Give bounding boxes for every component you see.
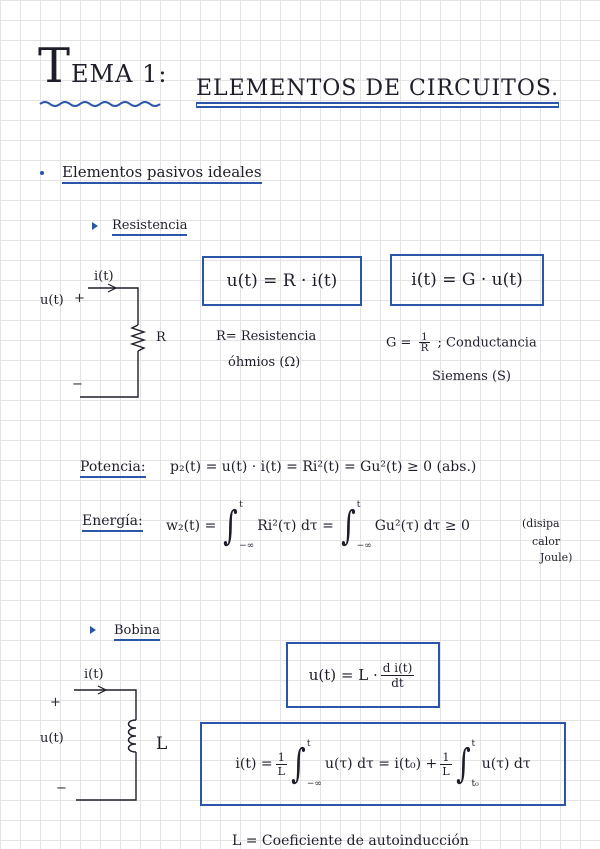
inverse-inductance-fraction	[276, 751, 287, 778]
conductance-numerator: 1	[421, 331, 428, 343]
derivative-fraction	[381, 661, 415, 690]
inverse-inductance-numerator: 1	[277, 750, 285, 764]
integral-sign: ∫	[340, 503, 356, 549]
inverse-inductance-numerator: 1	[442, 750, 450, 764]
conductance-denominator: R	[420, 342, 429, 355]
power-label: Potencia:	[80, 460, 146, 478]
section-heading: Elementos pasivos ideales	[62, 165, 262, 184]
energy-note-line1: (disipa	[522, 517, 560, 530]
integral-sign: ∫	[291, 741, 306, 787]
inverse-inductance-fraction	[440, 751, 451, 778]
inductance-definition: L = Coeficiente de autoinducción	[232, 833, 469, 849]
conductance-law-equation: i(t) = G · u(t)	[411, 270, 523, 290]
inductor-voltage-label: u(t)	[40, 731, 64, 746]
conductance-name: ; Conductancia	[437, 335, 537, 351]
title-topic: EMA 1:	[71, 60, 168, 88]
inductor-minus-sign: −	[56, 781, 67, 796]
integral-lower-limit: −∞	[306, 779, 322, 789]
derivative-denominator: dt	[391, 675, 404, 690]
inductor-integral-body-2: u(τ) dτ	[481, 756, 531, 772]
page-subtitle: ELEMENTOS DE CIRCUITOS.	[196, 78, 559, 104]
integral-limits	[472, 739, 479, 789]
integral-lower-limit: t₀	[471, 779, 479, 789]
inductor-element-label: L	[156, 734, 168, 754]
integral-limits	[307, 739, 322, 789]
energy-note-line3: Joule)	[540, 551, 573, 564]
power-equation: p₂(t) = u(t) · i(t) = Ri²(t) = Gu²(t) ≥ 0 (abs.)	[170, 459, 477, 475]
energy-term-resistance: Ri²(τ) dτ =	[257, 518, 334, 534]
integral-upper-limit: t	[471, 739, 476, 749]
integral-lower-limit: −∞	[239, 541, 255, 551]
integral-lower-limit: −∞	[356, 541, 372, 551]
resistor-minus-sign: −	[72, 377, 83, 392]
resistance-definition: R= Resistencia	[216, 329, 317, 344]
ohm-law-equation: u(t) = R · i(t)	[226, 271, 338, 291]
inverse-inductance-denominator: L	[442, 764, 450, 778]
inductor-current-label: i(t)	[84, 667, 104, 682]
inductor-integral-body: u(τ) dτ = i(t₀) +	[324, 756, 438, 772]
inverse-inductance-denominator: L	[277, 764, 286, 778]
integral-upper-limit: t	[306, 739, 311, 749]
energy-label: Energía:	[82, 514, 143, 532]
derivative-numerator: d i(t)	[382, 660, 413, 675]
energy-term-conductance: Gu²(τ) dτ ≥ 0	[374, 518, 470, 534]
resistance-unit: óhmios (Ω)	[228, 355, 301, 370]
inductor-voltage-lhs: u(t) = L ·	[308, 666, 378, 684]
conductance-unit: Siemens (S)	[432, 369, 512, 384]
integral-sign: ∫	[223, 503, 239, 549]
subsection-heading-resistencia: Resistencia	[112, 219, 187, 236]
conductance-symbol: G =	[386, 335, 412, 351]
resistor-current-label: i(t)	[94, 269, 114, 284]
integral-upper-limit: t	[239, 500, 243, 510]
inductor-voltage-box	[286, 642, 440, 708]
resistor-voltage-label: u(t)	[40, 293, 64, 308]
integral-upper-limit: t	[356, 500, 361, 510]
inductor-current-lhs: i(t) =	[235, 756, 273, 772]
inductor-current-box	[200, 722, 566, 806]
title-initial: T	[38, 38, 72, 94]
energy-note-line2: calor	[532, 535, 561, 548]
subsection-heading-bobina: Bobina	[114, 624, 160, 641]
energy-lhs: w₂(t) =	[166, 518, 217, 534]
resistor-plus-sign: +	[74, 291, 85, 306]
resistor-element-label: R	[156, 330, 166, 345]
integral-sign: ∫	[455, 741, 471, 787]
inductor-plus-sign: +	[50, 695, 61, 710]
